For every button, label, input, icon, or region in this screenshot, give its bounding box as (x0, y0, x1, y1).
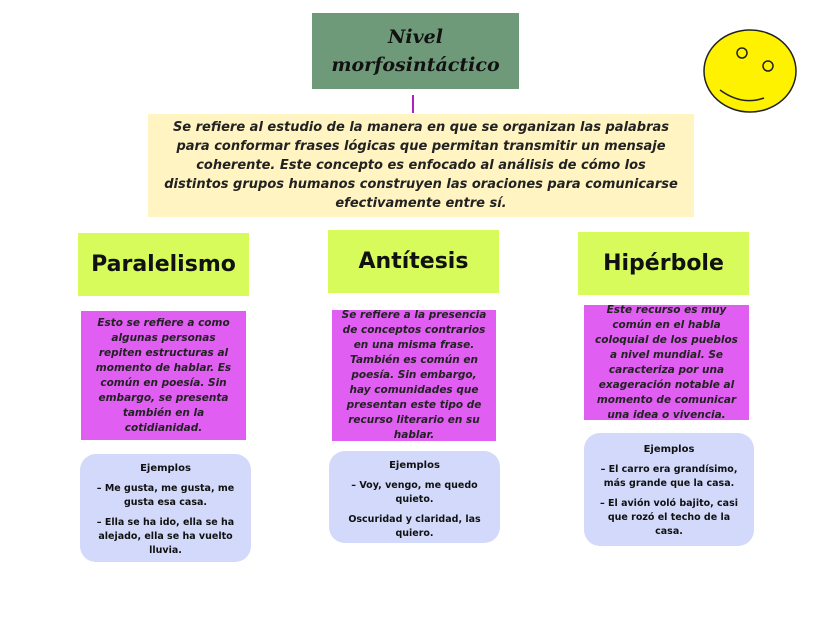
example-item: – Ella se ha ido, ella se ha alejado, ella se ha vuelto lluvia. (96, 517, 235, 556)
example-item: Oscuridad y claridad, las quiero. (348, 514, 481, 539)
heading-antitesis: Antítesis (328, 230, 499, 293)
examples-antitesis (329, 451, 500, 543)
examples-title: Ejemplos (140, 463, 191, 474)
title-box: Nivel morfosintáctico (312, 13, 519, 89)
smiley-face-icon (702, 28, 798, 114)
connector-line (412, 95, 414, 113)
example-item: – El carro era grandísimo, más grande que la casa. (600, 464, 738, 489)
heading-hiperbole: Hipérbole (578, 232, 749, 295)
examples-hiperbole (584, 433, 754, 546)
example-item: – El avión voló bajito, casi que rozó el techo de la casa. (599, 498, 739, 537)
example-item: – Voy, vengo, me quedo quieto. (351, 480, 478, 505)
description-paralelismo: Esto se refiere a como algunas personas repiten estructuras al momento de hablar. Es común en poesía. Sin embargo, se presenta también en la cotidianidad. (81, 311, 246, 440)
example-item: – Me gusta, me gusta, me gusta esa casa. (96, 483, 235, 508)
description-antitesis: Se refiere a la presencia de conceptos contrarios en una misma frase. También es común en poesía. Sin embargo, hay comunidades que presentan este tipo de recurso literario en su hablar. (332, 310, 496, 441)
examples-paralelismo (80, 454, 251, 562)
heading-paralelismo: Paralelismo (78, 233, 249, 296)
examples-title: Ejemplos (643, 444, 695, 455)
definition-box: Se refiere al estudio de la manera en que se organizan las palabras para conformar frases lógicas que permitan transmitir un mensaje coherente. Este concepto es enfocado al análisis de cómo los distintos grupos humanos construyen las oraciones para comunicarse efectivamente entre sí. (148, 114, 694, 217)
description-hiperbole: Este recurso es muy común en el habla coloquial de los pueblos a nivel mundial. Se caracteriza por una exageración notable al momento de comunicar una idea o vivencia. (584, 305, 749, 420)
examples-title: Ejemplos (389, 460, 440, 471)
